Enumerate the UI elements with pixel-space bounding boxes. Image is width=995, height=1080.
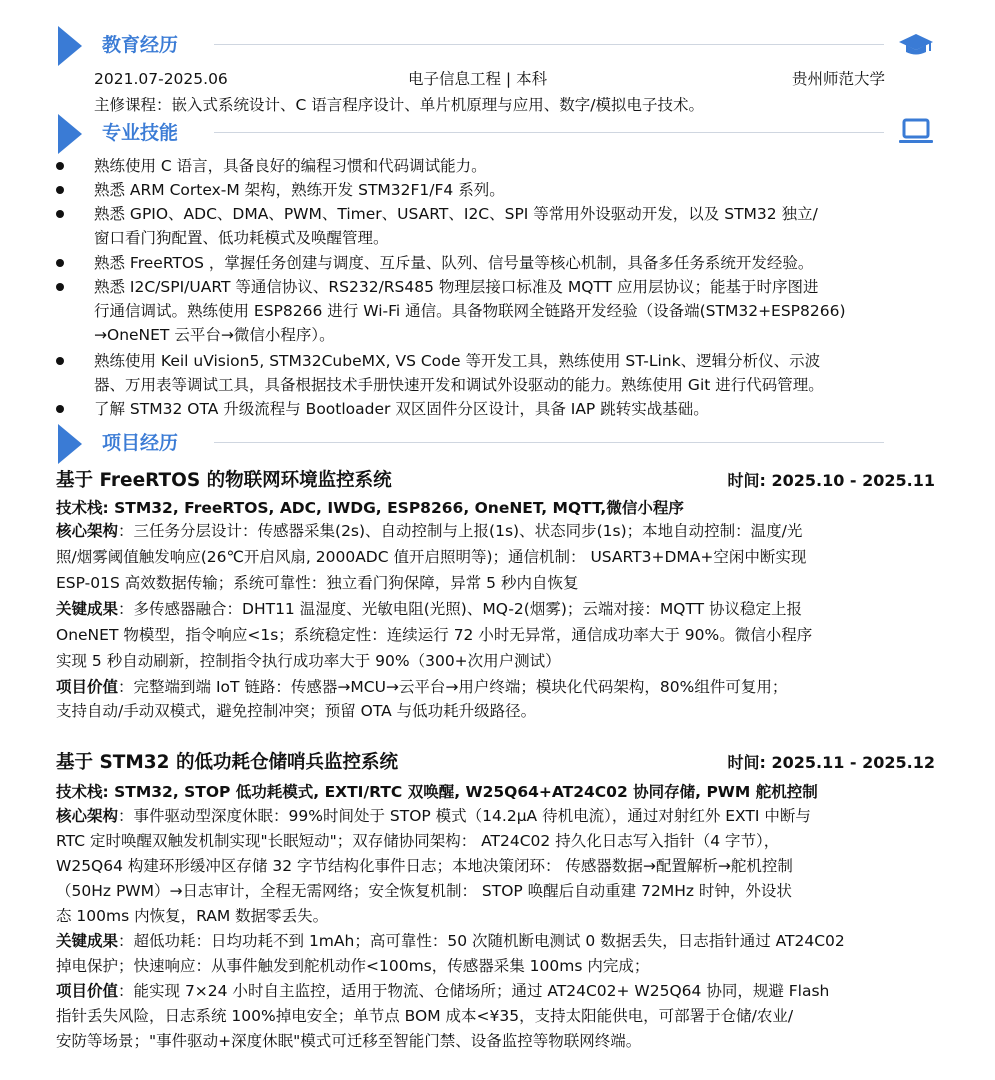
skill-line: 了解 STM32 OTA 升级流程与 Bootloader 双区固件分区设计，具备 IAP 跳转实战基础。 [94,400,709,418]
section-marker-icon [58,424,82,464]
project-detail-line: RTC 定时唤醒双触发机制实现"长眠短动"；双存储协同架构： AT24C02 持久化日志写入指针（4 字节）， [56,832,780,850]
bullet-icon [56,162,64,170]
section-marker-icon [58,26,82,66]
project-detail-line [56,980,829,1002]
project-detail-line: 指针丢失风险，日志系统 100%掉电安全；单节点 BOM 成本<¥35，支持太阳能供电，可部署于仓储/农业/ [56,1007,794,1025]
skills-section-header [0,114,995,154]
detail-text: ：三任务分层设计：传感器采集(2s)、自动控制与上报(1s)、状态同步(1s)；本地自动控制：温度/光 [118,522,803,540]
skill-line: 熟悉 FreeRTOS ，掌握任务创建与调度、互斥量、队列、信号量等核心机制，具备多任务系统开发经验。 [94,254,814,272]
projects-title: 项目经历 [102,432,179,454]
project-date: 时间: 2025.10 - 2025.11 [727,471,935,490]
project-detail-line: 支持自动/手动双模式，避免控制冲突；预留 OTA 与低功耗升级路径。 [56,702,537,720]
laptop-icon [898,116,934,146]
education-section-header [0,26,995,66]
detail-label: 关键成果 [56,932,119,950]
detail-text: ：完整端到端 IoT 链路：传感器→MCU→云平台→用户终端；模块化代码架构，80%组件可复用； [118,678,788,696]
project-detail-line: 实现 5 秒自动刷新，控制指令执行成功率大于 90%（300+次用户测试） [56,652,561,670]
project-stack [56,497,684,519]
skill-line: 窗口看门狗配置、低功耗模式及唤醒管理。 [94,229,389,247]
project-detail-line: 态 100ms 内恢复，RAM 数据零丢失。 [56,907,329,925]
detail-label: 项目价值 [56,678,119,696]
project-detail-line: （50Hz PWM）→日志审计，全程无需网络；安全恢复机制： STOP 唤醒后自动重建 72MHz 时钟，外设状 [56,882,792,900]
education-period: 2021.07-2025.06 [94,70,228,88]
detail-text: ：超低功耗：日均功耗不到 1mAh；高可靠性：50 次随机断电测试 0 数据丢失，日志指针通过 AT24C02 [118,932,845,950]
section-divider [214,44,884,45]
detail-label: 核心架构 [56,807,119,825]
project-detail-line: OneNET 物模型，指令响应<1s；系统稳定性：连续运行 72 小时无异常，通信成功率大于 90%。微信小程序 [56,626,813,644]
project-detail-line [56,676,787,698]
project-name: 基于 STM32 的低功耗仓储哨兵监控系统 [56,752,398,773]
bullet-icon [56,357,64,365]
education-title: 教育经历 [102,34,179,56]
detail-label: 核心架构 [56,522,119,540]
projects-section-header [0,424,995,464]
section-marker-icon [58,114,82,154]
project-detail-line [56,930,845,952]
education-school: 贵州师范大学 [792,70,886,88]
stack-label: 技术栈: [56,783,109,801]
section-divider [214,442,884,443]
skill-line: 熟练使用 Keil uVision5, STM32CubeMX, VS Code 等开发工具，熟练使用 ST-Link、逻辑分析仪、示波 [94,352,821,370]
project-name: 基于 FreeRTOS 的物联网环境监控系统 [56,470,392,491]
bullet-icon [56,283,64,291]
project-detail-line: 照/烟雾阈值触发响应(26℃开启风扇, 2000ADC 值开启照明等)；通信机制： USART3+DMA+空闲中断实现 [56,548,807,566]
education-courses: 主修课程：嵌入式系统设计、C 语言程序设计、单片机原理与应用、数字/模拟电子技术。 [94,96,704,114]
detail-label: 项目价值 [56,982,119,1000]
detail-label: 关键成果 [56,600,119,618]
skill-line: 熟悉 I2C/SPI/UART 等通信协议、RS232/RS485 物理层接口标准及 MQTT 应用层协议；能基于时序图进 [94,278,819,296]
detail-text: ：事件驱动型深度休眠：99%时间处于 STOP 模式（14.2μA 待机电流），通过对射红外 EXTI 中断与 [118,807,811,825]
project-detail-line [56,520,802,542]
skill-line: 熟悉 ARM Cortex-M 架构，熟练开发 STM32F1/F4 系列。 [94,181,505,199]
skill-line: 熟练使用 C 语言，具备良好的编程习惯和代码调试能力。 [94,157,487,175]
project-date: 时间: 2025.11 - 2025.12 [727,753,935,772]
stack-label: 技术栈: [56,499,109,517]
skills-title: 专业技能 [102,122,179,144]
project-detail-line [56,805,811,827]
project-detail-line: 安防等场景；"事件驱动+深度休眠"模式可迁移至智能门禁、设备监控等物联网终端。 [56,1032,642,1050]
bullet-icon [56,186,64,194]
project-detail-line [56,598,802,620]
project-detail-line: W25Q64 构建环形缓冲区存储 32 字节结构化事件日志；本地决策闭环： 传感器数据→配置解析→舵机控制 [56,857,793,875]
bullet-icon [56,259,64,267]
graduation-cap-icon [898,28,934,58]
stack-value: STM32, FreeRTOS, ADC, IWDG, ESP8266, OneNET, MQTT,微信小程序 [108,499,684,517]
project-stack [56,781,818,803]
detail-text: ：多传感器融合：DHT11 温湿度、光敏电阻(光照)、MQ-2(烟雾)；云端对接：MQTT 协议稳定上报 [118,600,803,618]
education-major: 电子信息工程 | 本科 [408,70,548,88]
skill-line: 器、万用表等调试工具，具备根据技术手册快速开发和调试外设驱动的能力。熟练使用 Git 进行代码管理。 [94,376,824,394]
project-detail-line: ESP-01S 高效数据传输；系统可靠性：独立看门狗保障，异常 5 秒内自恢复 [56,574,579,592]
project-detail-line: 掉电保护；快速响应：从事件触发到舵机动作<100ms，传感器采集 100ms 内完成； [56,957,650,975]
bullet-icon [56,405,64,413]
skill-line: 熟悉 GPIO、ADC、DMA、PWM、Timer、USART、I2C、SPI 等常用外设驱动开发，以及 STM32 独立/ [94,205,818,223]
skill-line: →OneNET 云平台→微信小程序）。 [94,326,335,344]
detail-text: ：能实现 7×24 小时自主监控，适用于物流、仓储场所；通过 AT24C02+ W25Q64 协同，规避 Flash [118,982,830,1000]
section-divider [214,132,884,133]
stack-value: STM32, STOP 低功耗模式, EXTI/RTC 双唤醒, W25Q64+AT24C02 协同存储, PWM 舵机控制 [108,783,818,801]
skill-line: 行通信调试。熟练使用 ESP8266 进行 Wi-Fi 通信。具备物联网全链路开发经验（设备端(STM32+ESP8266) [94,302,846,320]
bullet-icon [56,210,64,218]
